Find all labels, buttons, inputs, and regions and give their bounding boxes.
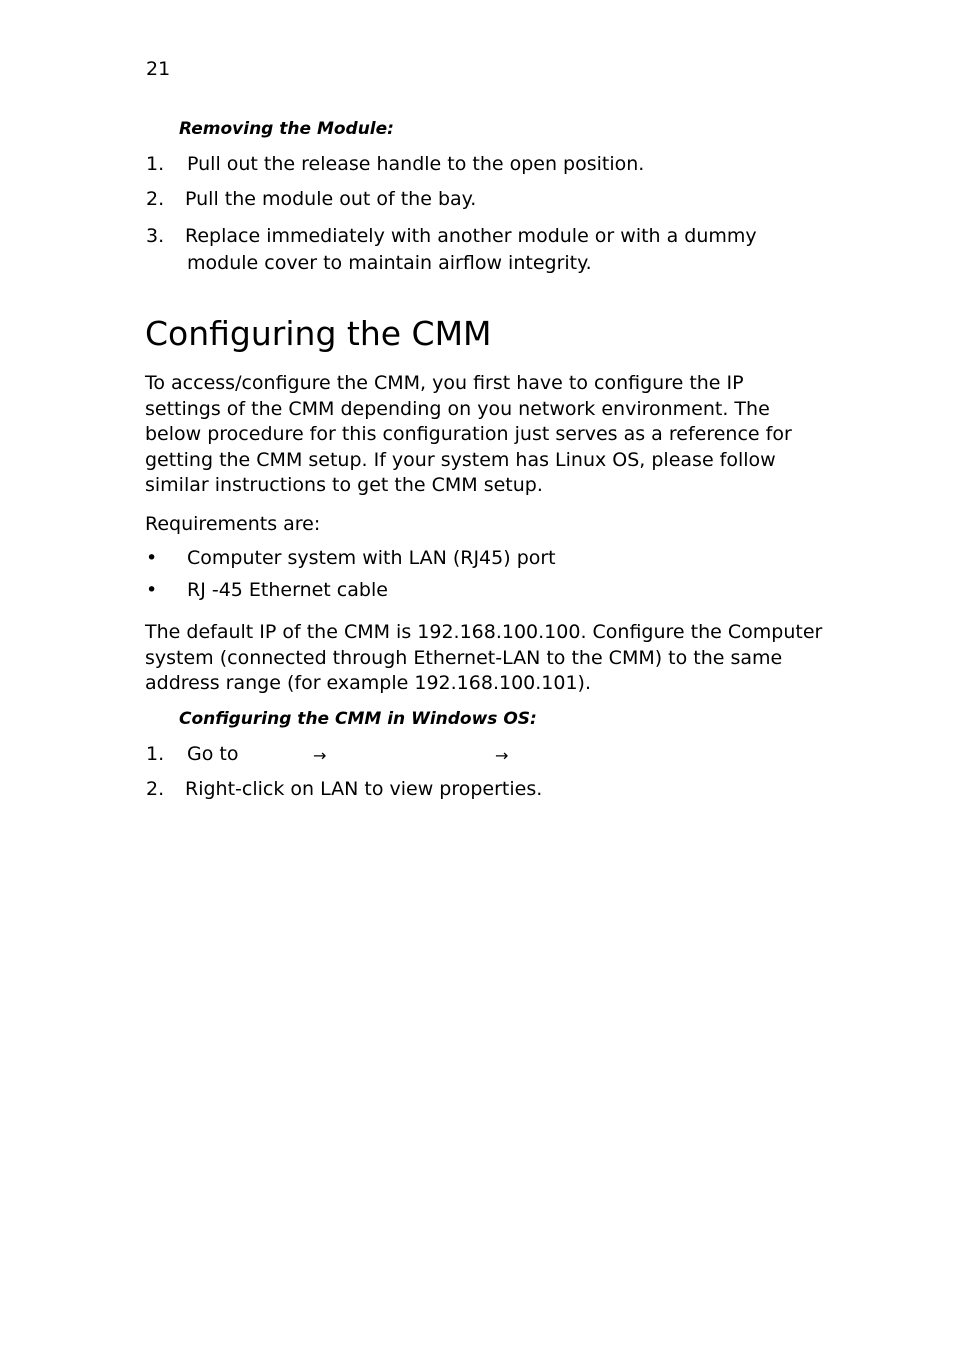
- requirement-item: RJ -45 Ethernet cable: [187, 579, 388, 601]
- lan-term: LAN: [320, 778, 359, 800]
- default-ip-text: . Configure the Computer: [580, 621, 823, 643]
- default-ip-paragraph: [145, 620, 845, 697]
- intro-line: getting the CMM setup. If your system has Linux OS, please follow: [145, 448, 776, 471]
- step-number: 2.: [146, 778, 165, 800]
- removing-module-heading: Removing the Module:: [179, 119, 394, 139]
- step-text: Go to: [187, 743, 239, 765]
- requirement-item: Computer system with LAN (RJ45) port: [187, 547, 556, 569]
- step-text-continued: module cover to maintain airflow integrity.: [187, 252, 592, 274]
- step-text: [185, 777, 542, 803]
- step-text-part: to view properties.: [358, 778, 543, 800]
- section-title: Configuring the CMM: [145, 314, 492, 353]
- windows-os-heading: Configuring the CMM in Windows OS:: [179, 709, 537, 729]
- intro-paragraph: [145, 371, 845, 499]
- intro-line: settings of the CMM depending on you network environment. The: [145, 397, 770, 420]
- step-text: Replace immediately with another module or with a dummy: [185, 225, 757, 247]
- default-ip-address: 192.168.100.100: [417, 621, 581, 643]
- bullet-icon: •: [146, 579, 158, 601]
- step-text: Pull out the release handle to the open position.: [187, 153, 645, 175]
- intro-line: To access/configure the CMM, you first have to configure the IP: [145, 372, 744, 394]
- step-number: 1.: [146, 153, 165, 175]
- requirements-label: Requirements are:: [145, 513, 321, 535]
- step-number: 3.: [146, 225, 165, 247]
- default-ip-line: address range (for example 192.168.100.101).: [145, 672, 591, 694]
- arrow-right-icon: →: [495, 746, 509, 765]
- default-ip-line: [145, 620, 845, 646]
- intro-line: below procedure for this configuration just serves as a reference for: [145, 423, 792, 445]
- step-number: 1.: [146, 743, 165, 765]
- step-text: Pull the module out of the bay.: [185, 188, 477, 210]
- bullet-icon: •: [146, 547, 158, 569]
- default-ip-line: system (connected through Ethernet-LAN to the CMM) to the same: [145, 646, 783, 669]
- default-ip-text: The default IP of the CMM is: [145, 621, 418, 643]
- page-number: 21: [146, 58, 171, 80]
- arrow-right-icon: →: [313, 746, 327, 765]
- intro-line: similar instructions to get the CMM setup.: [145, 474, 543, 496]
- step-text-part: Right-click on: [185, 778, 321, 800]
- step-number: 2.: [146, 188, 165, 210]
